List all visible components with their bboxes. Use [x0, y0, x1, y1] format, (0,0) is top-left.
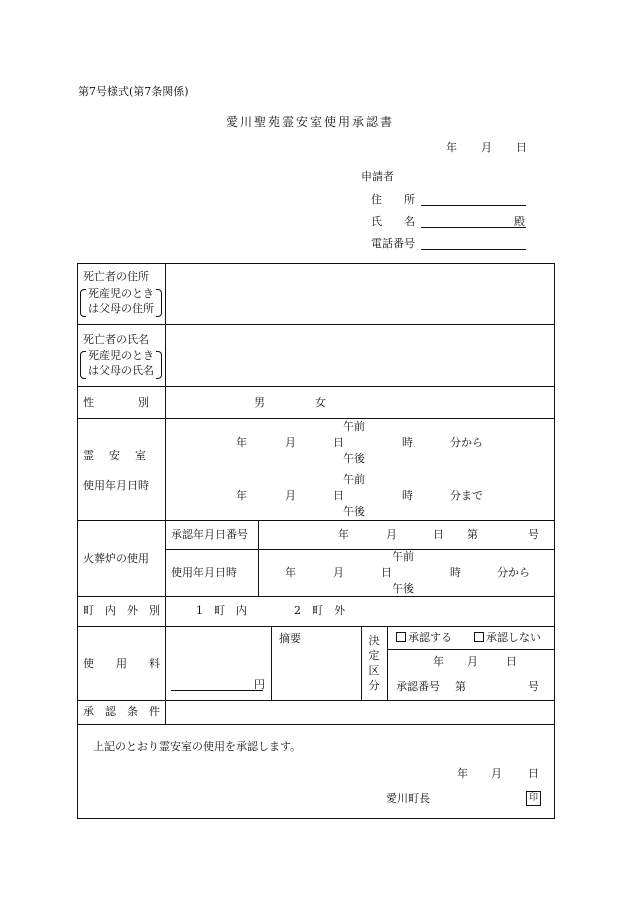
bracket-right — [156, 351, 162, 379]
rule-row3 — [77, 418, 555, 419]
rule-crematorium-mid — [165, 549, 555, 550]
header-date-day: 日 — [516, 141, 527, 154]
decision-date-day: 日 — [506, 655, 517, 668]
district-label: 町 内 外 別 — [83, 604, 160, 617]
bracket-left — [80, 351, 86, 379]
mortuary-end-pm[interactable]: 午後 — [343, 505, 365, 518]
crematorium-approval-number-suffix: 号 — [528, 528, 539, 541]
document-title: 愛川聖苑霊安室使用承認書 — [226, 115, 395, 129]
applicant-phone-field[interactable] — [421, 249, 526, 250]
form-number: 第7号様式(第7条関係) — [78, 85, 189, 98]
mortuary-end-am[interactable]: 午前 — [343, 473, 365, 486]
district-outside-option[interactable]: 2 町 外 — [294, 604, 345, 617]
mortuary-end-month: 月 — [285, 489, 296, 502]
honorific: 殿 — [514, 215, 525, 228]
approval-conditions-field[interactable] — [168, 703, 552, 721]
fee-summary-label: 摘要 — [279, 632, 301, 645]
crematorium-usage-year: 年 — [285, 566, 296, 579]
applicant-name-label: 氏 名 — [371, 215, 415, 228]
mortuary-start-hour: 時 — [402, 436, 413, 449]
mortuary-end-hour: 時 — [402, 489, 413, 502]
crematorium-approval-day: 日 — [433, 528, 444, 541]
rule-decision-right — [387, 626, 388, 700]
rule-decision-left — [361, 626, 362, 700]
mortuary-end-minutes-until: 分まで — [450, 489, 483, 502]
mortuary-start-day: 日 — [333, 436, 344, 449]
footer-date-day: 日 — [528, 767, 539, 780]
bracket-left — [80, 289, 86, 317]
deceased-address-field[interactable] — [168, 266, 552, 321]
fee-amount-field[interactable] — [171, 690, 263, 691]
applicant-address-label: 住 所 — [371, 193, 415, 206]
sex-male-option[interactable]: 男 — [254, 396, 265, 409]
rule-row2 — [77, 386, 555, 387]
crematorium-approval-number-prefix: 第 — [467, 528, 478, 541]
district-inside-option[interactable]: 1 町 内 — [196, 604, 247, 617]
decision-date-month: 月 — [467, 655, 478, 668]
mortuary-end-year: 年 — [236, 489, 247, 502]
crematorium-approval-label: 承認年月日番号 — [171, 528, 248, 541]
seal-mark: 印 — [526, 791, 541, 806]
not-approve-checkbox[interactable] — [474, 632, 484, 642]
mortuary-start-year: 年 — [236, 436, 247, 449]
rule-row4 — [77, 520, 555, 521]
mortuary-end-day: 日 — [333, 489, 344, 502]
decision-date-year: 年 — [433, 655, 444, 668]
approval-number-label: 承認番号 — [396, 680, 440, 693]
deceased-name-note-1: 死産児のとき — [88, 349, 154, 362]
crematorium-usage-label: 火葬炉の使用 — [83, 552, 149, 565]
not-approve-option-label: 承認しない — [486, 631, 541, 644]
mortuary-start-minutes-from: 分から — [450, 436, 483, 449]
applicant-phone-label: 電話番号 — [371, 237, 415, 250]
crematorium-usage-hour: 時 — [450, 566, 461, 579]
fee-label: 使 用 料 — [83, 657, 160, 670]
applicant-address-field[interactable] — [421, 205, 526, 206]
applicant-name-field[interactable] — [421, 227, 526, 228]
crematorium-approval-year: 年 — [338, 528, 349, 541]
rule-row8 — [77, 724, 555, 725]
approval-conditions-label: 承 認 条 件 — [83, 705, 160, 718]
mortuary-label: 霊 安 室 — [83, 449, 148, 462]
mortuary-usage-datetime-label: 使用年月日時 — [83, 479, 149, 492]
header-date-month: 月 — [481, 141, 492, 154]
deceased-name-field[interactable] — [168, 327, 552, 383]
deceased-address-label: 死亡者の住所 — [83, 270, 149, 283]
sex-female-option[interactable]: 女 — [315, 396, 326, 409]
applicant-label: 申請者 — [361, 170, 394, 183]
rule-row1 — [77, 324, 555, 325]
rule-fee-summary — [271, 626, 272, 700]
crematorium-approval-month: 月 — [386, 528, 397, 541]
fee-yen-unit: 円 — [254, 678, 265, 691]
approve-option[interactable] — [396, 631, 452, 645]
approve-checkbox[interactable] — [396, 632, 406, 642]
footer-date-month: 月 — [491, 767, 502, 780]
crematorium-pm[interactable]: 午後 — [392, 582, 414, 595]
not-approve-option[interactable] — [474, 631, 541, 645]
approval-number-suffix: 号 — [528, 680, 539, 693]
mortuary-start-pm[interactable]: 午後 — [343, 452, 365, 465]
deceased-name-label: 死亡者の氏名 — [83, 333, 149, 346]
mortuary-start-am[interactable]: 午前 — [343, 420, 365, 433]
header-date-year: 年 — [446, 141, 457, 154]
approval-statement: 上記のとおり霊安室の使用を承認します。 — [93, 740, 302, 753]
approval-number-prefix: 第 — [455, 680, 466, 693]
rule-row5 — [77, 596, 555, 597]
deceased-name-note-2: は父母の氏名 — [88, 364, 154, 377]
footer-date-year: 年 — [457, 767, 468, 780]
crematorium-usage-datetime-label: 使用年月日時 — [171, 566, 237, 579]
mayor-title: 愛川町長 — [386, 792, 430, 805]
bracket-right — [156, 289, 162, 317]
crematorium-usage-minutes-from: 分から — [497, 566, 530, 579]
sex-label: 性 別 — [83, 396, 149, 409]
decision-category-label: 決定区分 — [368, 634, 380, 692]
rule-crematorium-sub — [258, 520, 259, 596]
crematorium-usage-day: 日 — [381, 566, 392, 579]
crematorium-usage-month: 月 — [333, 566, 344, 579]
rule-row7 — [77, 700, 555, 701]
deceased-address-note-2: は父母の住所 — [88, 302, 154, 315]
approve-option-label: 承認する — [408, 631, 452, 644]
deceased-address-note-1: 死産児のとき — [88, 287, 154, 300]
rule-row6 — [77, 626, 555, 627]
crematorium-am[interactable]: 午前 — [392, 550, 414, 563]
rule-label-column — [165, 263, 166, 724]
mortuary-start-month: 月 — [285, 436, 296, 449]
rule-decision-mid — [387, 649, 555, 650]
